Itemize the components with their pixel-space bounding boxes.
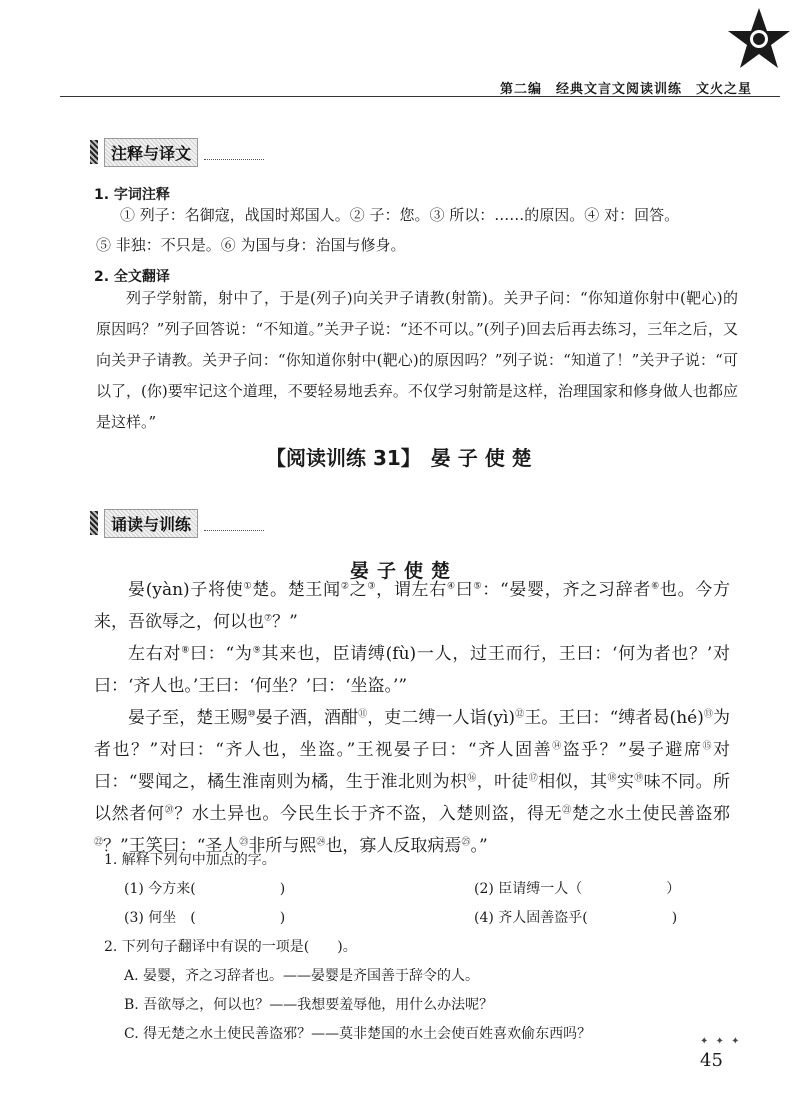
question-1 — [104, 846, 744, 1049]
passage-title: 晏子使楚 — [350, 560, 459, 582]
question-1-item-2: (2) 臣请缚一人（ ） — [474, 881, 681, 897]
question-2-option-a: A. 晏婴，齐之习辞者也。——晏婴是齐国善于辞令的人。 — [124, 968, 480, 984]
word-notes-line-1: ① 列子：名御寇，战国时郑国人。② 子：您。③ 所以：……的原因。④ 对：回答。 — [120, 206, 680, 224]
question-1-stem: 1. 解释下列句中加点的字。 — [104, 852, 276, 868]
exercise-title: 【阅读训练 31】 晏 子 使 楚 — [266, 446, 532, 470]
page-number-ornament: ✦ ✦ ✦ — [700, 1036, 742, 1047]
word-notes-heading: 1. 字词注释 — [94, 187, 170, 203]
question-2-option-b: B. 吾欲辱之，何以也？——我想要羞辱他，用什么办法呢？ — [124, 997, 494, 1013]
question-1-item-1: (1) 今方来( ) — [124, 881, 286, 897]
header-rule — [60, 96, 780, 97]
question-1-item-4: (4) 齐人固善盗乎( ) — [474, 910, 678, 926]
word-notes-line-2: ⑤ 非独：不只是。⑥ 为国与身：治国与修身。 — [96, 236, 406, 254]
section-label-notes — [90, 138, 264, 166]
running-header: 第二编 经典文言文阅读训练 文火之星 — [500, 82, 753, 97]
passage-paragraph-3: 晏子至，楚王赐⑩晏子酒，酒酣⑪，吏二缚一人诣(yì)⑫王。王曰：“缚者曷(hé)⑬为者也？”对曰：“齐人也，坐盗。”王视晏子曰：“齐人固善⑭盗乎？”晏子避席⑮对曰：“婴闻之，橘生淮南则为橘，生于淮北则为枳⑯，叶徒⑰相似，其⑱实⑲味不同。所以然者何⑳？水土异也。今民生长于齐不盗，入楚则盗，得无$^㉑$楚之水土使民善盗邪$^㉒$？”王笑曰：“圣人$^㉓$非所与熙$^㉔$也，寡人反取病焉$^㉕$。” — [94, 708, 731, 856]
passage — [94, 574, 730, 862]
question-1-item-3: (3) 何坐 ( ) — [124, 910, 286, 926]
passage-paragraph-1: 晏(yàn)子将使①楚。楚王闻②之③，谓左右④曰⑤：“晏婴，齐之习辞者⑥也。今方来，吾欲辱之，何以也⑦？” — [94, 580, 730, 632]
section-label-notes-text: 注释与译文 — [104, 138, 198, 167]
section-label-reading — [90, 509, 264, 537]
question-2-option-c: C. 得无楚之水土使民善盗邪？——莫非楚国的水土会使百姓喜欢偷东西吗？ — [124, 1026, 592, 1042]
star-logo-icon — [726, 6, 792, 72]
translation-text: 列子学射箭，射中了，于是(列子)向关尹子请教(射箭)。关尹子问：“你知道你射中(靶心)的原因吗？”列子回答说：“不知道。”关尹子说：“还不可以。”(列子)回去后再去练习，三年之后，又向关尹子请教。关尹子问：“你知道你射中(靶心)的原因吗？”列子说：“知道了！”关尹子说：“可以了，(你)要牢记这个道理，不要轻易地丢弃。不仅学习射箭是这样，治理国家和修身做人也都应是这样。” — [96, 289, 738, 431]
passage-paragraph-2: 左右对⑧曰：“为⑨其来也，臣请缚(fù)一人，过王而行，王曰：‘何为者也？’对曰：‘齐人也。’王曰：‘何坐？’曰：‘坐盗。’” — [94, 644, 730, 696]
translation-heading: 2. 全文翻译 — [94, 269, 170, 285]
page-number: 45 — [700, 1050, 723, 1071]
section-label-reading-text: 诵读与训练 — [104, 509, 198, 538]
question-2-stem: 2. 下列句子翻译中有误的一项是( )。 — [104, 939, 357, 955]
